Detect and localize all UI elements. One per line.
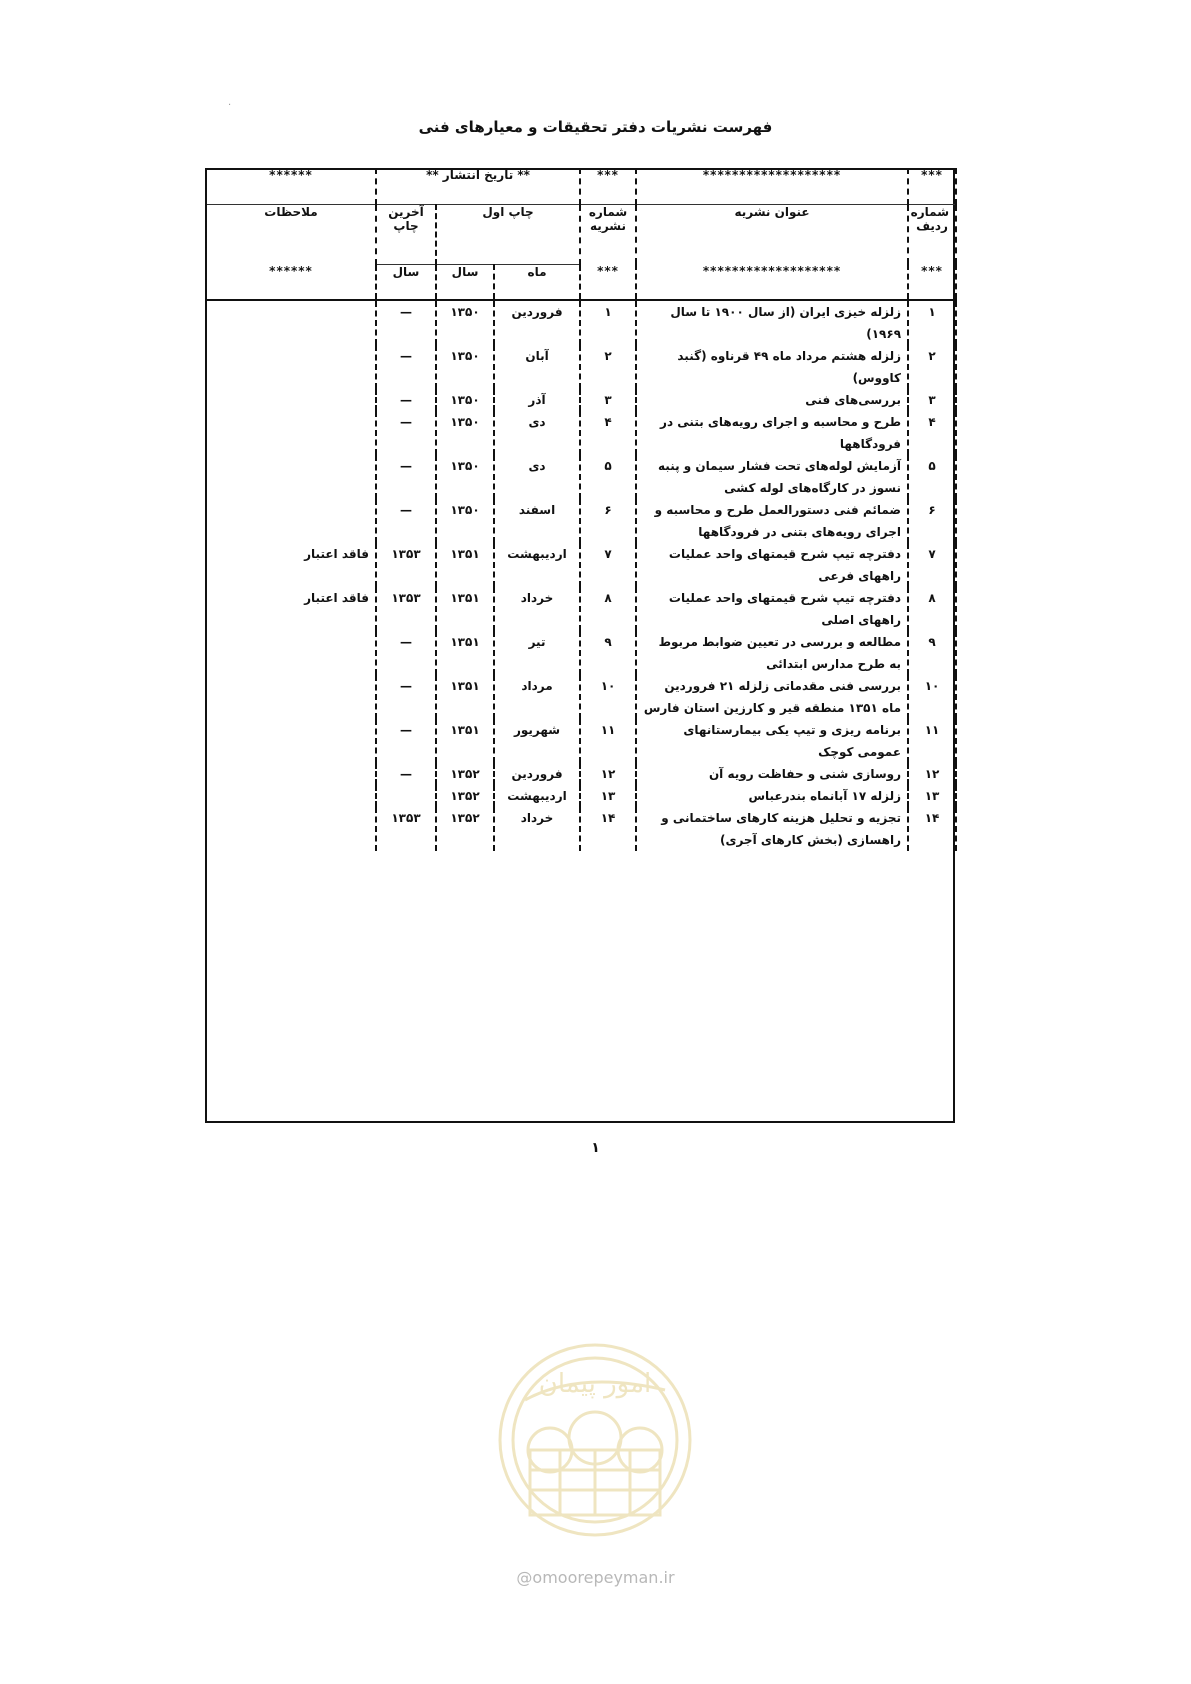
last-print-year: — <box>376 411 436 455</box>
last-print-label: آخرین چاپ <box>376 204 436 264</box>
table-row <box>206 411 956 455</box>
table-row <box>206 807 956 851</box>
page-title: فهرست نشریات دفتر تحقیقات و معیارهای فنی <box>418 118 773 136</box>
last-print-year: — <box>376 499 436 543</box>
notes: فاقد اعتبار <box>206 587 376 631</box>
row-number: ۳ <box>908 389 956 411</box>
last-print-year: — <box>376 455 436 499</box>
notes <box>206 389 376 411</box>
first-print-year: ۱۳۵۰ <box>436 499 494 543</box>
table-row <box>206 785 956 807</box>
row-number: ۱۴ <box>908 807 956 851</box>
first-print-month: تیر <box>494 631 580 675</box>
first-print-month: آذر <box>494 389 580 411</box>
publication-number: ۱۳ <box>580 785 636 807</box>
notes <box>206 807 376 851</box>
table-row <box>206 719 956 763</box>
table-row <box>206 345 956 389</box>
last-print-year: — <box>376 389 436 411</box>
first-print-year: ۱۳۵۲ <box>436 763 494 785</box>
notes <box>206 675 376 719</box>
publication-number: ۹ <box>580 631 636 675</box>
notes <box>206 499 376 543</box>
row-number: ۷ <box>908 543 956 587</box>
notes <box>206 719 376 763</box>
first-print-month: اسفند <box>494 499 580 543</box>
first-print-month: دی <box>494 455 580 499</box>
first-print-month: شهریور <box>494 719 580 763</box>
publication-number: ۱۰ <box>580 675 636 719</box>
row-number: ۱۰ <box>908 675 956 719</box>
first-print-year: ۱۳۵۰ <box>436 300 494 345</box>
publication-title: بررسی‌های فنی <box>636 389 908 411</box>
row-number: ۶ <box>908 499 956 543</box>
publication-title: آزمایش لوله‌های تحت فشار سیمان و پنبه نسوز در کارگاه‌های لوله کشی <box>636 455 908 499</box>
publication-number: ۱۲ <box>580 763 636 785</box>
table-row <box>206 587 956 631</box>
notes <box>206 455 376 499</box>
title-label: عنوان نشریه <box>636 204 908 264</box>
notes: فاقد اعتبار <box>206 543 376 587</box>
first-print-year: ۱۳۵۱ <box>436 675 494 719</box>
first-print-month: فروردین <box>494 300 580 345</box>
notes <box>206 785 376 807</box>
row-no-stars: *** <box>908 168 956 204</box>
month-label: ماه <box>494 264 580 300</box>
notes <box>206 300 376 345</box>
publication-title: زلزله ۱۷ آبانماه بندرعباس <box>636 785 908 807</box>
publication-title: زلزله خیزی ایران (از سال ۱۹۰۰ تا سال ۱۹۶۹) <box>636 300 908 345</box>
notes <box>206 345 376 389</box>
row-number: ۴ <box>908 411 956 455</box>
year-label: سال <box>436 264 494 300</box>
publication-title: زلزله هشتم مرداد ماه ۴۹ قرناوه (گنبد کاووس) <box>636 345 908 389</box>
header-row-bottom <box>206 264 956 300</box>
pub-no-stars: *** <box>580 168 636 204</box>
row-number: ۸ <box>908 587 956 631</box>
last-print-year: — <box>376 345 436 389</box>
notes <box>206 411 376 455</box>
publication-title: روسازی شنی و حفاظت رویه آن <box>636 763 908 785</box>
row-no-label: شماره ردیف <box>908 204 956 264</box>
last-print-year: ۱۳۵۳ <box>376 807 436 851</box>
last-print-year: ۱۳۵۳ <box>376 587 436 631</box>
publication-number: ۷ <box>580 543 636 587</box>
pub-no-stars-bottom: *** <box>580 264 636 300</box>
table-row <box>206 675 956 719</box>
table-row <box>206 763 956 785</box>
first-print-month: اردیبهشت <box>494 543 580 587</box>
watermark-site: @omoorepeyman.ir <box>516 1568 675 1587</box>
publication-number: ۶ <box>580 499 636 543</box>
publication-title: برنامه ریزی و تیپ یکی بیمارستانهای عمومی کوچک <box>636 719 908 763</box>
publication-number: ۳ <box>580 389 636 411</box>
notes-stars: ****** <box>206 168 376 204</box>
first-print-year: ۱۳۵۱ <box>436 631 494 675</box>
table-row <box>206 300 956 345</box>
date-group-label: ** تاریخ انتشار ** <box>376 168 580 204</box>
row-number: ۱۳ <box>908 785 956 807</box>
first-print-year: ۱۳۵۱ <box>436 587 494 631</box>
title-stars: ******************* <box>636 168 908 204</box>
publication-number: ۲ <box>580 345 636 389</box>
publication-number: ۱۴ <box>580 807 636 851</box>
first-print-label: چاپ اول <box>436 204 580 264</box>
first-print-year: ۱۳۵۱ <box>436 543 494 587</box>
first-print-year: ۱۳۵۰ <box>436 345 494 389</box>
last-print-year: — <box>376 675 436 719</box>
scan-speck: · <box>228 100 232 111</box>
first-print-month: دی <box>494 411 580 455</box>
row-number: ۹ <box>908 631 956 675</box>
last-year-label: سال <box>376 264 436 300</box>
first-print-month: مرداد <box>494 675 580 719</box>
first-print-year: ۱۳۵۱ <box>436 719 494 763</box>
pub-no-label: شماره نشریه <box>580 204 636 264</box>
row-number: ۱۲ <box>908 763 956 785</box>
first-print-month: فروردین <box>494 763 580 785</box>
first-print-year: ۱۳۵۰ <box>436 389 494 411</box>
publication-title: طرح و محاسبه و اجرای رویه‌های بتنی در فرودگاهها <box>636 411 908 455</box>
table-row <box>206 499 956 543</box>
publication-number: ۸ <box>580 587 636 631</box>
title-stars-bottom: ******************* <box>636 264 908 300</box>
first-print-month: خرداد <box>494 807 580 851</box>
publication-number: ۴ <box>580 411 636 455</box>
last-print-year: — <box>376 631 436 675</box>
publication-title: بررسی فنی مقدماتی زلزله ۲۱ فروردین ماه ۱۳۵۱ منطقه قیر و کارزین استان فارس <box>636 675 908 719</box>
last-print-year: ۱۳۵۳ <box>376 543 436 587</box>
publication-number: ۱ <box>580 300 636 345</box>
last-print-year <box>376 785 436 807</box>
notes-label: ملاحظات <box>206 204 376 264</box>
table-row <box>206 543 956 587</box>
first-print-month: خرداد <box>494 587 580 631</box>
first-print-year: ۱۳۵۰ <box>436 455 494 499</box>
last-print-year: — <box>376 300 436 345</box>
first-print-month: اردیبهشت <box>494 785 580 807</box>
publication-title: ضمائم فنی دستورالعمل طرح و محاسبه و اجرای رویه‌های بتنی در فرودگاهها <box>636 499 908 543</box>
table-row <box>206 455 956 499</box>
publication-number: ۵ <box>580 455 636 499</box>
header-row-mid <box>206 204 956 264</box>
header-row-top <box>206 168 956 204</box>
publications-rows <box>206 300 956 851</box>
last-print-year: — <box>376 719 436 763</box>
notes <box>206 631 376 675</box>
publication-number: ۱۱ <box>580 719 636 763</box>
first-print-year: ۱۳۵۲ <box>436 807 494 851</box>
notes-stars-bottom: ****** <box>206 264 376 300</box>
row-number: ۵ <box>908 455 956 499</box>
first-print-year: ۱۳۵۰ <box>436 411 494 455</box>
publications-table <box>205 168 957 851</box>
page-number: ۱ <box>591 1140 600 1156</box>
row-number: ۲ <box>908 345 956 389</box>
publication-title: دفترچه تیپ شرح قیمتهای واحد عملیات راههای اصلی <box>636 587 908 631</box>
row-number: ۱۱ <box>908 719 956 763</box>
row-number: ۱ <box>908 300 956 345</box>
first-print-year: ۱۳۵۲ <box>436 785 494 807</box>
table-row <box>206 631 956 675</box>
table-row <box>206 389 956 411</box>
notes <box>206 763 376 785</box>
publication-title: تجزیه و تحلیل هزینه کارهای ساختمانی و راهسازی (بخش کارهای آجری) <box>636 807 908 851</box>
publication-title: مطالعه و بررسی در تعیین ضوابط مربوط به طرح مدارس ابتدائی <box>636 631 908 675</box>
logo-text: امور پیمان <box>538 1369 652 1399</box>
last-print-year: — <box>376 763 436 785</box>
omoorepeyman-logo <box>490 1330 700 1560</box>
publication-title: دفترچه تیپ شرح قیمتهای واحد عملیات راههای فرعی <box>636 543 908 587</box>
row-no-stars-bottom: *** <box>908 264 956 300</box>
first-print-month: آبان <box>494 345 580 389</box>
